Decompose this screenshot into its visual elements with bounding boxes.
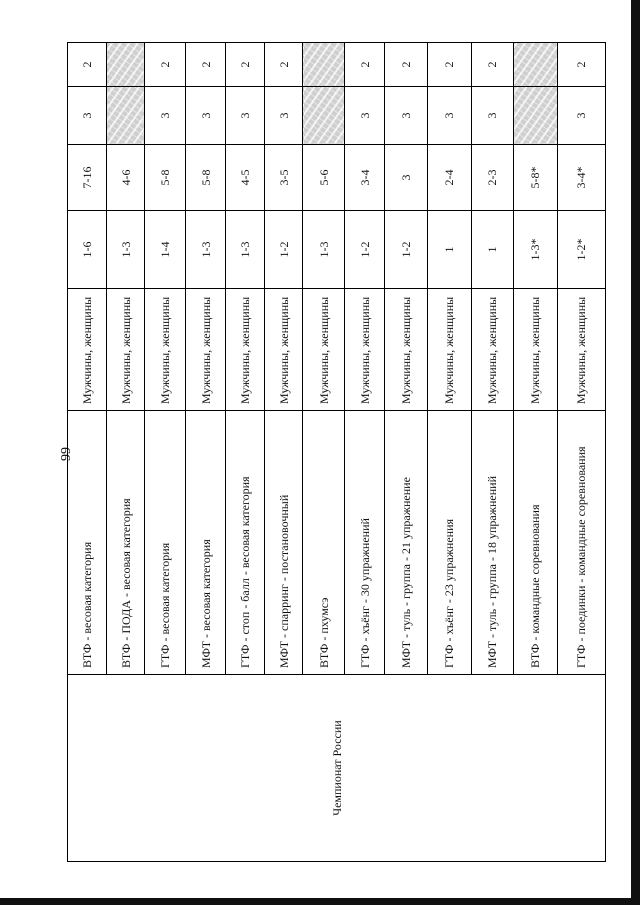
discipline-cell: МФТ - спарринг - постановочный xyxy=(264,411,303,675)
value-cell-1: 1-2 xyxy=(345,211,385,289)
gender-cell: Мужчины, женщины xyxy=(106,289,145,411)
gender-cell: Мужчины, женщины xyxy=(226,289,265,411)
discipline-cell: МФТ - весовая категория xyxy=(186,411,226,675)
table-row xyxy=(68,43,107,862)
value-cell-3: 3 xyxy=(264,87,303,145)
value-cell-4: 2 xyxy=(385,43,428,87)
gender-cell: Мужчины, женщины xyxy=(345,289,385,411)
value-cell-3: 3 xyxy=(68,87,107,145)
value-cell-2: 5-8 xyxy=(186,145,226,211)
gender-cell: Мужчины, женщины xyxy=(303,289,345,411)
discipline-cell: ГТФ - стоп - балл - весовая категория xyxy=(226,411,265,675)
value-cell-3: 3 xyxy=(186,87,226,145)
discipline-cell: ВТФ - ПОДА - весовая категория xyxy=(106,411,145,675)
value-cell-2: 4-6 xyxy=(106,145,145,211)
value-cell-4: 2 xyxy=(264,43,303,87)
value-cell-1: 1-6 xyxy=(68,211,107,289)
discipline-cell: ВТФ - пхумсэ xyxy=(303,411,345,675)
gender-cell: Мужчины, женщины xyxy=(264,289,303,411)
discipline-cell: ВТФ - весовая категория xyxy=(68,411,107,675)
value-cell-4: 2 xyxy=(68,43,107,87)
value-cell-2: 3 xyxy=(385,145,428,211)
page-number: 99 xyxy=(59,447,74,461)
discipline-cell: ГТФ - поединки - командные соревнования xyxy=(557,411,605,675)
discipline-cell: ГТФ - хъёнг - 23 упражнения xyxy=(427,411,471,675)
gender-cell: Мужчины, женщины xyxy=(513,289,557,411)
gender-cell: Мужчины, женщины xyxy=(186,289,226,411)
value-cell-1: 1-3 xyxy=(303,211,345,289)
value-cell-2: 4-5 xyxy=(226,145,265,211)
value-cell-1: 1-3* xyxy=(513,211,557,289)
value-cell-4: 2 xyxy=(471,43,513,87)
value-cell-3: 3 xyxy=(557,87,605,145)
value-cell-3: 3 xyxy=(427,87,471,145)
value-cell-1: 1-2 xyxy=(264,211,303,289)
value-cell-1: 1-2* xyxy=(557,211,605,289)
competition-table xyxy=(67,42,606,862)
scan-edge-bottom xyxy=(0,898,640,905)
discipline-cell: МФТ - туль - группа - 21 упражнение xyxy=(385,411,428,675)
value-cell-4: 2 xyxy=(226,43,265,87)
gender-cell: Мужчины, женщины xyxy=(427,289,471,411)
value-cell-1: 1-4 xyxy=(145,211,186,289)
value-cell-4: 2 xyxy=(557,43,605,87)
discipline-cell: ГТФ - весовая категория xyxy=(145,411,186,675)
value-cell-3: 3 xyxy=(226,87,265,145)
value-cell-1: 1 xyxy=(471,211,513,289)
rotated-table-frame xyxy=(67,43,606,862)
discipline-cell: ВТФ - командные соревнования xyxy=(513,411,557,675)
value-cell-3 xyxy=(106,87,145,145)
value-cell-1: 1-3 xyxy=(106,211,145,289)
value-cell-3: 3 xyxy=(345,87,385,145)
value-cell-2: 5-8 xyxy=(145,145,186,211)
value-cell-2: 5-8* xyxy=(513,145,557,211)
gender-cell: Мужчины, женщины xyxy=(471,289,513,411)
gender-cell: Мужчины, женщины xyxy=(68,289,107,411)
value-cell-4: 2 xyxy=(186,43,226,87)
value-cell-3 xyxy=(303,87,345,145)
discipline-cell: МФТ - туль - группа - 18 упражнений xyxy=(471,411,513,675)
value-cell-1: 1 xyxy=(427,211,471,289)
value-cell-2: 3-4* xyxy=(557,145,605,211)
value-cell-4: 2 xyxy=(145,43,186,87)
gender-cell: Мужчины, женщины xyxy=(557,289,605,411)
value-cell-4: 2 xyxy=(427,43,471,87)
value-cell-3: 3 xyxy=(385,87,428,145)
value-cell-3: 3 xyxy=(471,87,513,145)
value-cell-1: 1-3 xyxy=(226,211,265,289)
competition-name-cell: Чемпионат России xyxy=(68,675,606,862)
value-cell-1: 1-2 xyxy=(385,211,428,289)
gender-cell: Мужчины, женщины xyxy=(145,289,186,411)
value-cell-3 xyxy=(513,87,557,145)
gender-cell: Мужчины, женщины xyxy=(385,289,428,411)
value-cell-4 xyxy=(106,43,145,87)
value-cell-2: 2-3 xyxy=(471,145,513,211)
value-cell-2: 3-5 xyxy=(264,145,303,211)
value-cell-4 xyxy=(513,43,557,87)
value-cell-4: 2 xyxy=(345,43,385,87)
value-cell-2: 5-6 xyxy=(303,145,345,211)
value-cell-1: 1-3 xyxy=(186,211,226,289)
value-cell-2: 2-4 xyxy=(427,145,471,211)
scan-edge-right xyxy=(631,0,640,905)
value-cell-2: 3-4 xyxy=(345,145,385,211)
discipline-cell: ГТФ - хъёнг - 30 упражнений xyxy=(345,411,385,675)
value-cell-3: 3 xyxy=(145,87,186,145)
value-cell-4 xyxy=(303,43,345,87)
value-cell-2: 7-16 xyxy=(68,145,107,211)
